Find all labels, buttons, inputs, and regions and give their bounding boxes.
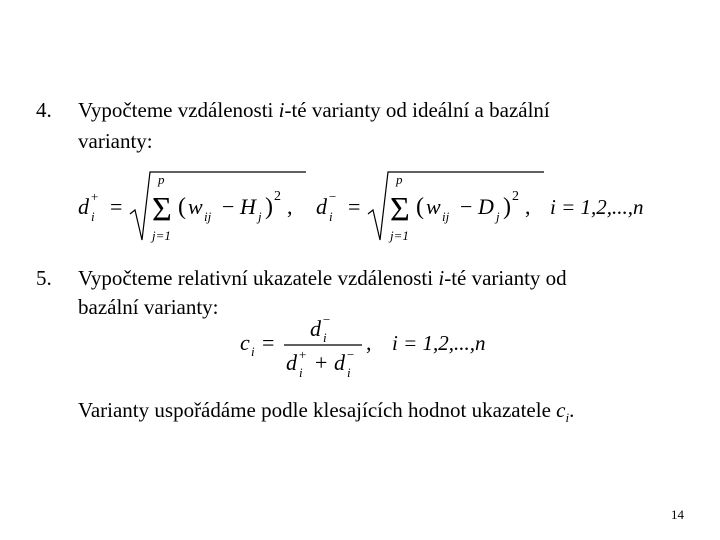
item-text-part: -té varianty od ideální a bazální [284,98,550,122]
symbol-plus: + [315,350,328,375]
symbol-i: i [347,365,351,380]
index-range: i = 1,2,...,n [550,195,644,219]
symbol-minus: − [222,194,235,219]
distance-formula [78,168,668,248]
symbol-d: d [286,350,297,375]
symbol-plus: + [91,189,99,204]
symbol-j1: j=1 [390,228,409,243]
symbol-p: p [396,172,403,187]
item-number-4: 4. [36,98,52,122]
symbol-comma: , [525,194,531,219]
item-text-part: -té varianty od [444,266,567,290]
symbol-j: j [258,209,262,224]
paren-close: ) [503,194,511,220]
sigma-symbol: Σ [390,191,410,228]
symbol-eq: = [262,330,275,355]
conclusion-period: . [569,398,575,422]
symbol-ij: ij [442,209,450,224]
symbol-p: p [158,172,165,187]
symbol-minus: − [323,312,331,327]
paren-close: ) [265,194,273,220]
symbol-plus: + [299,347,307,362]
sigma-symbol: Σ [152,191,172,228]
symbol-i: i [91,209,95,224]
symbol-comma: , [287,194,293,219]
symbol-eq: = [110,194,123,219]
item-text-italic-i: i [278,98,285,122]
relative-distance-formula [240,314,510,382]
symbol-D: D [478,194,494,219]
page-number: 14 [671,507,684,522]
item-text-4-line2: varianty: [78,129,153,153]
symbol-eq: = [348,194,361,219]
symbol-j: j [496,209,500,224]
item-text-part: Vypočteme relativní ukazatele vzdálenosti [78,266,439,290]
item-text-italic-i: i [438,266,445,290]
symbol-d: d [310,316,321,341]
symbol-H: H [240,194,256,219]
conclusion-text [78,397,574,431]
symbol-c: c [556,398,566,422]
symbol-minus: − [460,194,473,219]
item-text-5-line2: bazální varianty: [78,295,219,319]
symbol-j1: j=1 [152,228,171,243]
symbol-i: i [323,330,327,345]
symbol-d: d [316,194,327,219]
item-text-part: Vypočteme vzdálenosti [78,98,279,122]
item-text-5-line1 [78,265,567,291]
item-text-4-line1 [78,97,550,123]
symbol-i: i [251,344,255,359]
item-number-5: 5. [36,266,52,290]
symbol-square: 2 [512,189,519,204]
symbol-minus: − [329,189,337,204]
symbol-w: w [426,194,441,219]
symbol-minus: − [347,347,355,362]
paren-open: ( [178,194,186,220]
symbol-i: i [299,365,303,380]
index-range: i = 1,2,...,n [392,331,486,355]
symbol-d: d [78,194,89,219]
symbol-c: c [240,330,250,355]
symbol-d: d [334,350,345,375]
symbol-i: i [329,209,333,224]
symbol-square: 2 [274,189,281,204]
paren-open: ( [416,194,424,220]
symbol-comma: , [366,330,372,355]
conclusion-part: Varianty uspořádáme podle klesajících hodnot ukazatele [78,398,557,422]
symbol-w: w [188,194,203,219]
symbol-ij: ij [204,209,212,224]
symbol-i: i [565,410,570,426]
